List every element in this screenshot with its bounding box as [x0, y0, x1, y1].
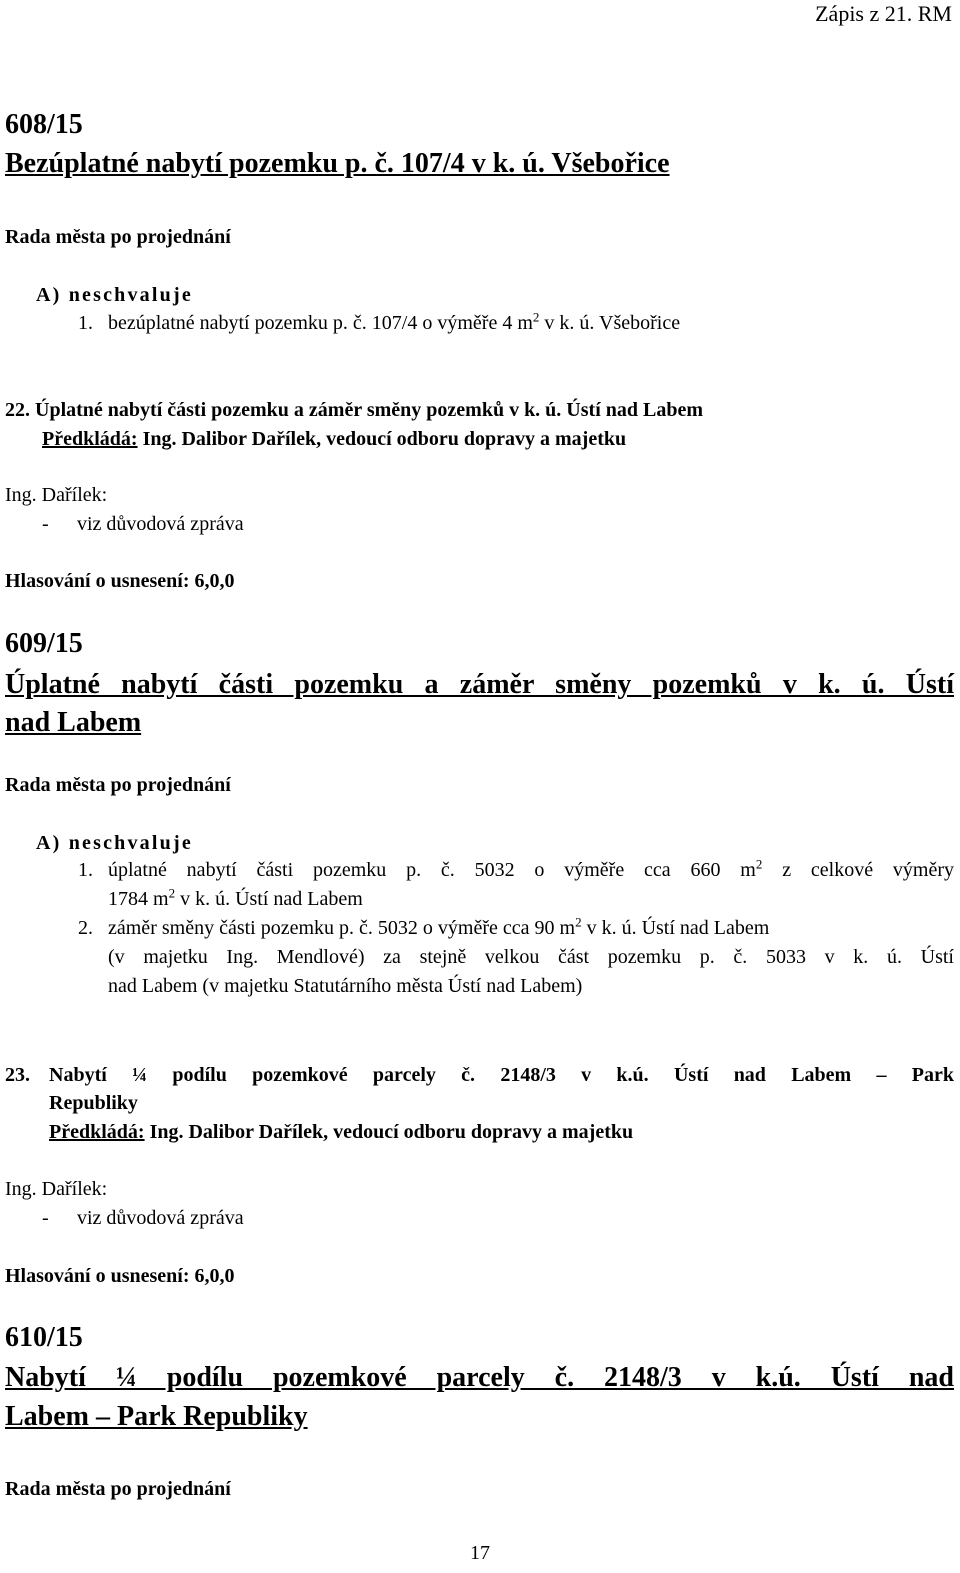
- item-text: (v majetku Ing. Mendlové) za stejně velkou část pozemku p. č. 5033 v k. ú. Ústí: [108, 946, 954, 968]
- presenter-line: [42, 426, 626, 452]
- resolution-number: 609/15: [5, 628, 83, 659]
- speaker-label: Ing. Dařílek:: [5, 1178, 108, 1200]
- presenter-text: Ing. Dalibor Dařílek, vedoucí odboru dopravy a majetku: [144, 1121, 634, 1143]
- decision-label: A) neschvaluje: [36, 832, 193, 854]
- resolution-number: 608/15: [5, 109, 83, 140]
- resolution-title: Úplatné nabytí části pozemku a záměr směny pozemků v k. ú. Ústí: [5, 669, 954, 700]
- resolution-title-cont: nad Labem: [5, 707, 142, 738]
- item-text: v k. ú. Ústí nad Labem: [581, 917, 770, 939]
- vote-result: Hlasování o usnesení: 6,0,0: [5, 570, 235, 592]
- bullet-dash: -: [42, 1207, 49, 1229]
- speaker-point: viz důvodová zpráva: [77, 1207, 244, 1229]
- presenter-text: Ing. Dalibor Dařílek, vedoucí odboru dopravy a majetku: [137, 428, 627, 450]
- rada-heading: Rada města po projednání: [5, 226, 231, 248]
- item-text: úplatné nabytí části pozemku p. č. 5032 o výměře cca 660 m: [108, 859, 756, 881]
- item-text: v k. ú. Všebořice: [539, 312, 681, 334]
- item-text: záměr směny části pozemku p. č. 5032 o výměře cca 90 m: [108, 917, 576, 939]
- page-number: 17: [470, 1542, 490, 1564]
- item-text: bezúplatné nabytí pozemku p. č. 107/4 o výměře 4 m: [108, 312, 533, 334]
- presenter-label: Předkládá:: [49, 1121, 145, 1143]
- item-number: 1.: [78, 859, 93, 881]
- rada-heading: Rada města po projednání: [5, 1478, 231, 1500]
- superscript: 2: [168, 884, 176, 900]
- item-text: v k. ú. Ústí nad Labem: [175, 887, 363, 910]
- vote-result: Hlasování o usnesení: 6,0,0: [5, 1265, 235, 1287]
- resolution-number: 610/15: [5, 1322, 83, 1353]
- agenda-title-cont: Republiky: [49, 1092, 138, 1114]
- item-number: 1.: [78, 312, 93, 334]
- item-number: 2.: [78, 917, 93, 939]
- page-header: Zápis z 21. RM: [815, 1, 952, 26]
- item-text: nad Labem (v majetku Statutárního města Ústí nad Labem): [108, 975, 583, 997]
- rada-heading: Rada města po projednání: [5, 774, 231, 796]
- agenda-title: Nabytí ¼ podílu pozemkové parcely č. 2148/3 v k.ú. Ústí nad Labem – Park: [49, 1064, 954, 1086]
- speaker-point: viz důvodová zpráva: [77, 513, 244, 535]
- list-item: [78, 914, 954, 1004]
- agenda-title: 22. Úplatné nabytí části pozemku a záměr směny pozemků v k. ú. Ústí nad Labem: [5, 399, 703, 421]
- item-text: 1784 m: [108, 887, 169, 910]
- speaker-label: Ing. Dařílek:: [5, 484, 108, 506]
- resolution-title: Bezúplatné nabytí pozemku p. č. 107/4 v k. ú. Všebořice: [5, 148, 670, 179]
- list-item: [78, 856, 954, 916]
- decision-label: A) neschvaluje: [36, 284, 193, 306]
- list-item: [78, 309, 930, 339]
- superscript: 2: [532, 309, 540, 325]
- item-text: z celkové výměry: [762, 859, 954, 881]
- presenter-line: [49, 1119, 633, 1145]
- superscript: 2: [575, 914, 582, 930]
- superscript: 2: [755, 856, 763, 872]
- resolution-title: Nabytí ¼ podílu pozemkové parcely č. 2148/3 v k.ú. Ústí nad: [5, 1362, 954, 1393]
- bullet-dash: -: [42, 513, 49, 535]
- agenda-number: 23.: [5, 1064, 30, 1086]
- presenter-label: Předkládá:: [42, 428, 138, 450]
- resolution-title-cont: Labem – Park Republiky: [5, 1401, 308, 1432]
